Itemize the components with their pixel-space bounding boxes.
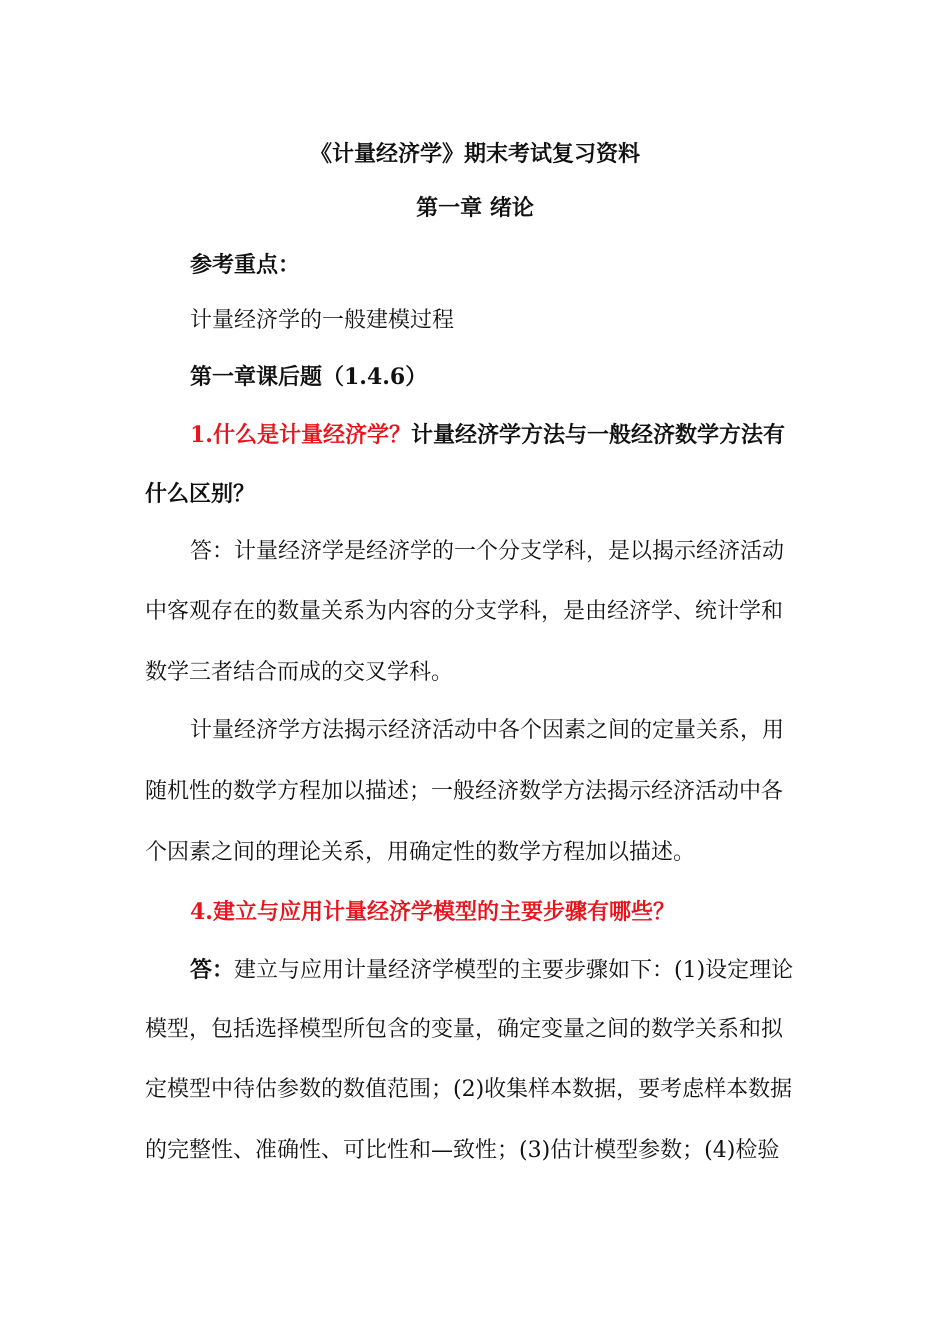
question-1-red-text: 什么是计量经济学？	[212, 422, 411, 448]
exercises-label: 第一章课后题（1.4.6）	[190, 364, 428, 390]
question-1-black-text: 计量经济学方法与一般经济数学方法有	[410, 422, 785, 448]
answer-4-label: 答：	[190, 957, 235, 983]
answer-1-p1-line-1: 答：计量经济学是经济学的一个分支学科，是以揭示经济活动	[190, 539, 785, 564]
key-points-label: 参考重点：	[190, 252, 301, 278]
answer-1-p2-line-1: 计量经济学方法揭示经济活动中各个因素之间的定量关系，用	[190, 718, 785, 743]
question-1-line-1	[190, 420, 785, 450]
question-1-line-2: 什么区别？	[145, 481, 256, 507]
answer-1-p2-line-3: 个因素之间的理论关系，用确定性的数学方程加以描述。	[145, 840, 696, 865]
document-title: 《计量经济学》期末考试复习资料	[309, 141, 640, 167]
answer-1-p2-line-2: 随机性的数学方程加以描述；一般经济数学方法揭示经济活动中各	[145, 779, 784, 804]
key-points-text: 计量经济学的一般建模过程	[190, 308, 455, 333]
chapter-heading: 第一章 绪论	[416, 195, 534, 221]
question-4: 4.建立与应用计量经济学模型的主要步骤有哪些？	[190, 899, 675, 925]
answer-4-line-3: 定模型中待估参数的数值范围；(2)收集样本数据，要考虑样本数据	[145, 1077, 793, 1102]
answer-4-line-2: 模型，包括选择模型所包含的变量，确定变量之间的数学关系和拟	[145, 1017, 784, 1042]
answer-1-p1-line-3: 数学三者结合而成的交叉学科。	[145, 660, 454, 685]
answer-1-p1-line-2: 中客观存在的数量关系为内容的分支学科，是由经济学、统计学和	[145, 599, 784, 624]
answer-4-line-1-text: 建立与应用计量经济学模型的主要步骤如下：(1)设定理论	[234, 958, 794, 983]
answer-4-line-1	[190, 955, 793, 986]
answer-4-line-4: 的完整性、准确性、可比性和—致性；(3)估计模型参数；(4)检验	[145, 1138, 780, 1163]
question-1-number: 1.	[190, 422, 213, 448]
